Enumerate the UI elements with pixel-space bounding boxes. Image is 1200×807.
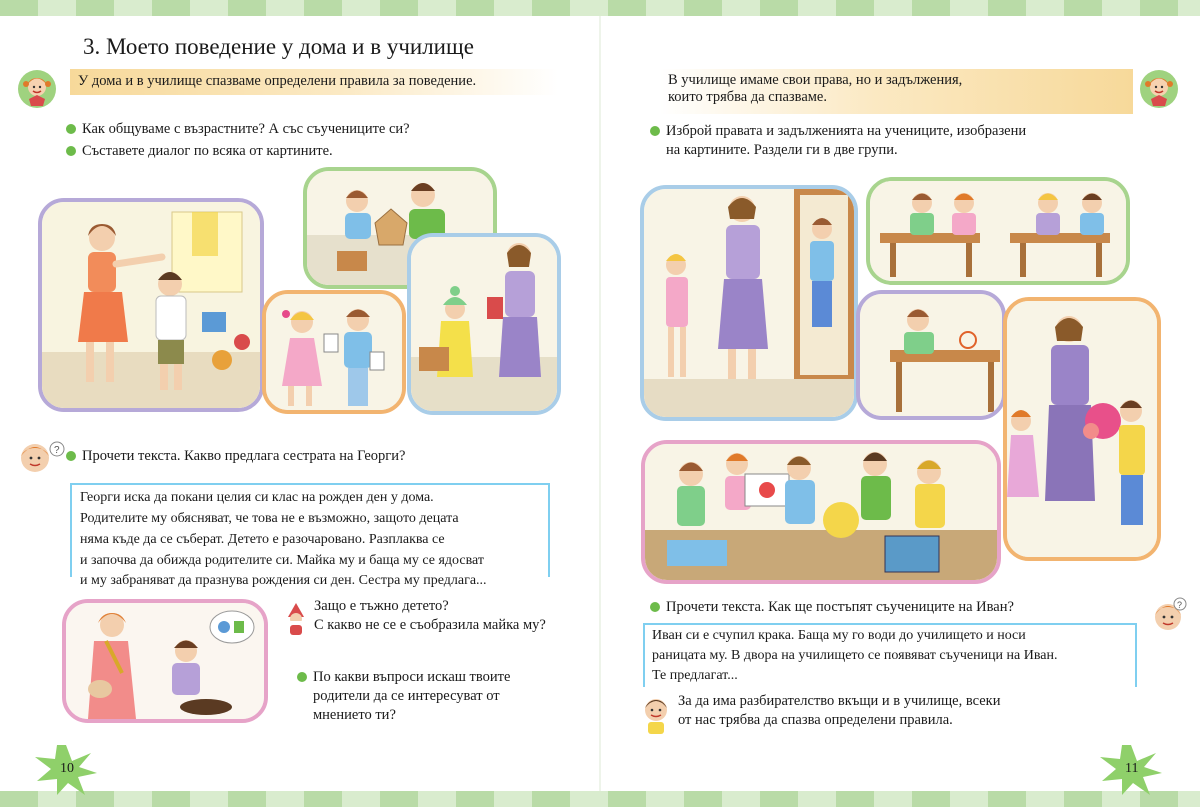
left-question-3 <box>66 447 405 466</box>
children-painting-illustration <box>645 444 997 580</box>
right-conclusion <box>678 692 1000 730</box>
girl-boy-exchange-cards-illustration <box>266 294 402 410</box>
bullet-dot-icon <box>650 126 660 136</box>
children-give-flowers-illustration <box>1007 301 1157 557</box>
teacher-and-student-illustration <box>411 237 557 411</box>
right-reading-line: раницата му. В двора на училището се появяват съученици на Иван. <box>652 648 1058 663</box>
illustration-children-cards <box>262 290 406 414</box>
mother-and-sad-boy-illustration <box>66 603 264 719</box>
left-question-5 <box>297 668 510 725</box>
page-title: 3. Моето поведение у дома и в училище <box>83 34 474 59</box>
left-reading-line: Родителите му обясняват, че това не е възможно, защото децата <box>80 511 459 526</box>
left-question-4 <box>314 597 546 635</box>
illustration-messy-room <box>38 198 264 412</box>
bullet-dot-icon <box>297 672 307 682</box>
left-reading-line: и започва да обижда родителите си. Майка му и баща му се ядосват <box>80 553 485 568</box>
students-writing-at-desks-illustration <box>870 181 1126 281</box>
bullet-dot-icon <box>66 124 76 134</box>
girl-mascot-icon <box>1138 68 1180 110</box>
svg-text:?: ? <box>54 445 60 456</box>
right-conclusion-line: от нас трябва да спазва определени правила. <box>678 711 953 728</box>
right-question-2 <box>650 598 1014 617</box>
bullet-dot-icon <box>650 602 660 612</box>
thinking-girl-mascot-icon <box>1140 597 1188 631</box>
illustration-flowers-for-teacher <box>1003 297 1161 561</box>
left-question-5-line: мнението ти? <box>313 706 396 723</box>
thinking-girl-mascot-icon <box>17 440 65 474</box>
girl-mascot-icon <box>16 68 58 110</box>
page-spine <box>599 16 601 791</box>
svg-text:?: ? <box>1177 600 1183 610</box>
right-intro-line: В училище имаме свои права, но и задължения, <box>668 72 963 88</box>
left-question-1-text: Как общуваме с възрастните? А със съучениците си? <box>82 121 410 137</box>
illustration-school-corridor <box>640 185 858 421</box>
right-question-1-line: Изброй правата и задълженията на учениците, изобразени <box>666 123 1027 139</box>
left-intro-banner <box>70 69 558 95</box>
left-question-5-line: родители да се интересуват от <box>313 687 500 704</box>
bullet-dot-icon <box>66 451 76 461</box>
left-question-2-text: Съставете диалог по всяка от картините. <box>82 143 333 159</box>
right-intro-line: които трябва да спазваме. <box>668 89 827 106</box>
bullet-dot-icon <box>66 146 76 156</box>
illustration-art-class <box>641 440 1001 584</box>
left-question-5-line: По какви въпроси искаш твоите <box>313 669 511 685</box>
right-question-1-line: на картините. Раздели ги в две групи. <box>666 141 898 158</box>
right-reading-line: Те предлагат... <box>652 668 738 683</box>
left-reading-line: Георги иска да покани целия си клас на рожден ден у дома. <box>80 490 434 505</box>
left-question-1 <box>66 120 410 139</box>
page-number-left: 10 <box>60 761 74 776</box>
boy-mascot-icon <box>641 694 671 734</box>
right-conclusion-line: За да има разбирателство вкъщи и в училище, всеки <box>678 693 1001 709</box>
left-question-4-line: С какво не се е съобразила майка му? <box>314 616 546 633</box>
mother-scolding-boy-illustration <box>42 202 260 408</box>
left-reading-line: няма къде да се съберат. Детето е разочаровано. Разплаква се <box>80 532 445 547</box>
illustration-desk-drawing <box>856 290 1006 420</box>
illustration-teacher-girl <box>407 233 561 415</box>
left-question-4-line: Защо е тъжно детето? <box>314 598 449 614</box>
right-intro-text <box>668 72 962 107</box>
illustration-sad-boy <box>62 599 268 723</box>
gnome-icon <box>283 603 309 635</box>
right-intro-banner <box>660 69 1133 114</box>
left-reading-line: и му забраняват да празнува рождения си ден. Сестра му предлага... <box>80 573 487 588</box>
left-question-5-text <box>313 668 510 725</box>
illustration-desks <box>866 177 1130 285</box>
bottom-decorative-band <box>0 791 1200 807</box>
right-reading-line: Иван си е счупил крака. Баща му го води до училището и носи <box>652 628 1026 643</box>
boy-drawing-on-desk-illustration <box>860 294 1002 416</box>
top-decorative-band <box>0 0 1200 16</box>
left-intro-text: У дома и в училище спазваме определени правила за поведение. <box>78 73 477 90</box>
right-question-1-text <box>666 122 1026 160</box>
left-question-2 <box>66 142 333 161</box>
page-number-right: 11 <box>1125 761 1139 776</box>
right-question-2-text: Прочети текста. Как ще постъпят съучениците на Иван? <box>666 599 1014 615</box>
left-question-3-text: Прочети текста. Какво предлага сестрата на Георги? <box>82 448 406 464</box>
teacher-corridor-illustration <box>644 189 854 417</box>
right-question-1 <box>650 122 1026 160</box>
